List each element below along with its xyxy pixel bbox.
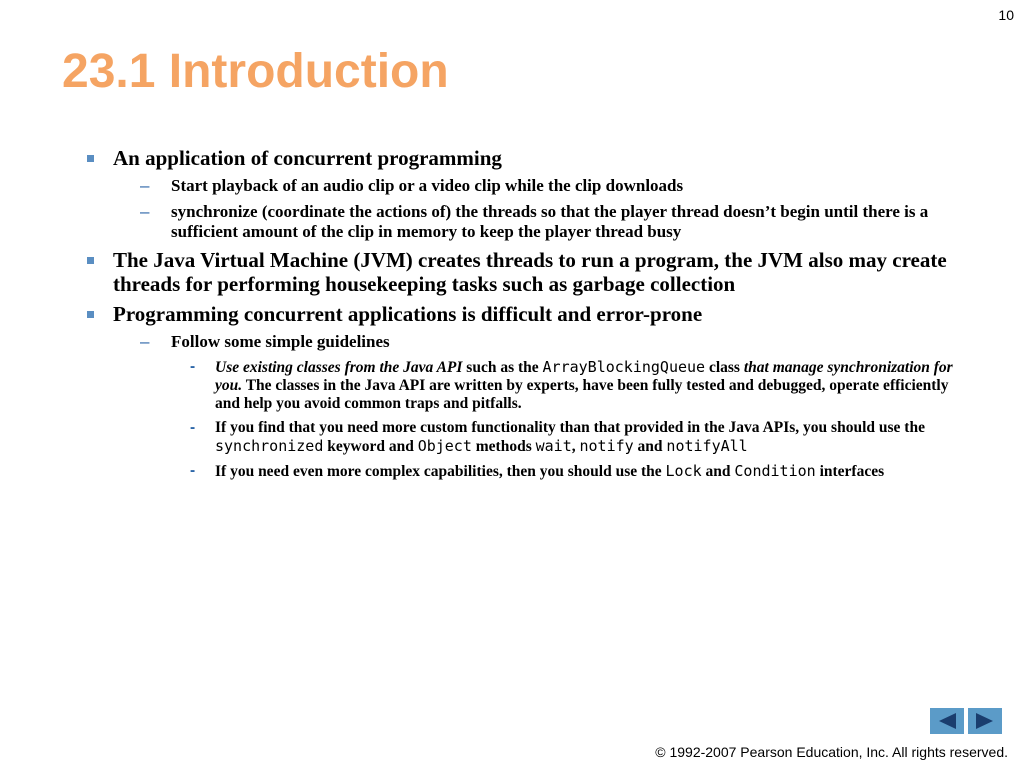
- text-run: If you need even more complex capabilities, then you should use the: [215, 463, 666, 480]
- triangle-left-icon: [936, 712, 958, 730]
- text-run: and: [701, 463, 735, 480]
- copyright-footer: © 1992-2007 Pearson Education, Inc. All rights reserved.: [655, 744, 1008, 760]
- dash-bullet-icon: –: [140, 176, 150, 195]
- text-run: keyword and: [323, 438, 418, 455]
- dash-bullet-icon: -: [190, 419, 196, 436]
- dash-bullet-icon: –: [140, 332, 150, 351]
- guideline-synchronized: [84, 419, 964, 456]
- code-array-blocking-queue: ArrayBlockingQueue: [542, 358, 706, 376]
- sub-bullet-playback: [84, 176, 964, 196]
- slide-number: 10: [998, 7, 1014, 23]
- slide-title: 23.1 Introduction: [62, 45, 449, 98]
- square-bullet-icon: [87, 257, 94, 264]
- code-notify: notify: [579, 437, 634, 455]
- text-run: The classes in the Java API are written by experts, have been fully tested and debugged, operate efficiently and help you avoid common traps and pitfalls.: [215, 377, 949, 412]
- code-wait: wait: [535, 437, 572, 455]
- dash-bullet-icon: –: [140, 202, 150, 221]
- bullet-text: Programming concurrent applications is difficult and error-prone: [113, 302, 703, 326]
- slide-navigation: [930, 708, 1002, 734]
- guideline-text: [215, 359, 953, 412]
- previous-slide-button[interactable]: [930, 708, 964, 734]
- next-slide-button[interactable]: [968, 708, 1002, 734]
- sub-bullet-guidelines: [84, 332, 964, 352]
- text-run: methods: [471, 438, 536, 455]
- bullet-concurrent-programming: [84, 146, 964, 170]
- text-run: such as the: [462, 359, 543, 376]
- bullet-difficult: [84, 302, 964, 326]
- italic-phrase: that manage synchronization for you.: [215, 359, 953, 394]
- bullet-jvm-threads: [84, 248, 964, 296]
- sub-bullet-text: Start playback of an audio clip or a video clip while the clip downloads: [171, 176, 684, 195]
- guideline-existing-classes: [84, 358, 964, 413]
- triangle-right-icon: [974, 712, 996, 730]
- code-notify-all: notifyAll: [666, 437, 748, 455]
- sub-bullet-text: Follow some simple guidelines: [171, 332, 390, 351]
- italic-phrase: Use existing classes from the Java API: [215, 359, 463, 376]
- slide-body: [84, 146, 964, 487]
- guideline-lock-condition: [84, 462, 964, 481]
- code-synchronized: synchronized: [215, 437, 324, 455]
- bullet-text: The Java Virtual Machine (JVM) creates threads to run a program, the JVM also may create threads for performing housekeeping tasks such as garbage collection: [113, 248, 947, 296]
- text-run: class: [705, 359, 744, 376]
- text-run: interfaces: [815, 463, 885, 480]
- text-run: ,: [571, 438, 580, 455]
- text-run: If you find that you need more custom functionality than that provided in the Java APIs, you should use the: [215, 419, 925, 436]
- code-object: Object: [417, 437, 472, 455]
- dash-bullet-icon: -: [190, 462, 196, 479]
- text-run: and: [633, 438, 667, 455]
- sub-bullet-text: synchronize (coordinate the actions of) the threads so that the player thread doesn’t begin until there is a sufficient amount of the clip in memory to keep the player thread busy: [171, 202, 929, 241]
- guideline-text: [215, 463, 884, 480]
- square-bullet-icon: [87, 155, 94, 162]
- code-lock: Lock: [665, 462, 702, 480]
- dash-bullet-icon: -: [190, 358, 196, 375]
- code-condition: Condition: [734, 462, 816, 480]
- guideline-text: [215, 419, 925, 455]
- sub-bullet-synchronize: [84, 202, 964, 242]
- square-bullet-icon: [87, 311, 94, 318]
- bullet-text: An application of concurrent programming: [113, 146, 502, 170]
